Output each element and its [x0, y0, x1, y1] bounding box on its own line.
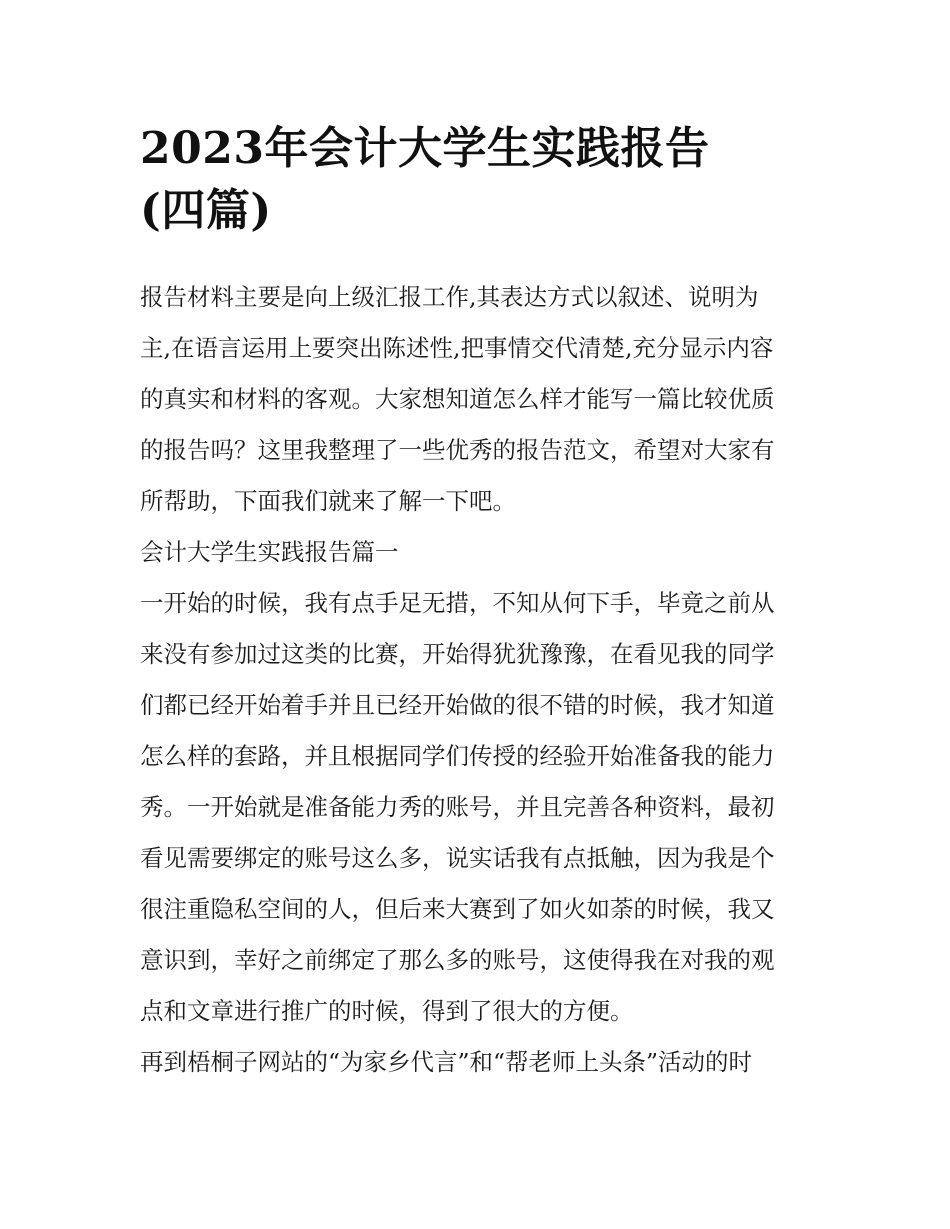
paragraph-line: 很注重隐私空间的人，但后来大赛到了如火如荼的时候，我又	[140, 895, 775, 923]
paragraph-line: 怎么样的套路，并且根据同学们传授的经验开始准备我的能力	[140, 742, 775, 770]
paragraph-line: 意识到，幸好之前绑定了那么多的账号，这使得我在对我的观	[140, 946, 775, 974]
paragraph-line: 点和文章进行推广的时候，得到了很大的方便。	[140, 997, 634, 1025]
document-body	[140, 272, 812, 1088]
paragraph-line: 秀。一开始就是准备能力秀的账号，并且完善各种资料，最初	[140, 793, 775, 821]
document-content	[140, 118, 812, 1088]
paragraph-line: 一开始的时候，我有点手足无措，不知从何下手，毕竟之前从	[140, 589, 775, 617]
intro-line: 主,在语言运用上要突出陈述性,把事情交代清楚,充分显示内容	[140, 334, 774, 362]
intro-line: 报告材料主要是向上级汇报工作,其表达方式以叙述、说明为	[140, 283, 759, 311]
intro-line: 的真实和材料的客观。大家想知道怎么样才能写一篇比较优质	[140, 385, 775, 413]
document-title	[140, 118, 812, 242]
paragraph-line: 看见需要绑定的账号这么多，说实话我有点抵触，因为我是个	[140, 844, 775, 872]
intro-line: 所帮助，下面我们就来了解一下吧。	[140, 487, 516, 515]
intro-line: 的报告吗？这里我整理了一些优秀的报告范文，希望对大家有	[140, 436, 775, 464]
title-line: (四篇)	[140, 185, 272, 236]
paragraph-line: 们都已经开始着手并且已经开始做的很不错的时候，我才知道	[140, 691, 775, 719]
title-line: 2023年会计大学生实践报告	[140, 123, 710, 174]
section-heading: 会计大学生实践报告篇一	[140, 538, 399, 566]
paragraph-line: 再到梧桐子网站的“为家乡代言”和“帮老师上头条”活动的时	[140, 1048, 753, 1076]
paragraph-line: 来没有参加过这类的比赛，开始得犹犹豫豫，在看见我的同学	[140, 640, 775, 668]
